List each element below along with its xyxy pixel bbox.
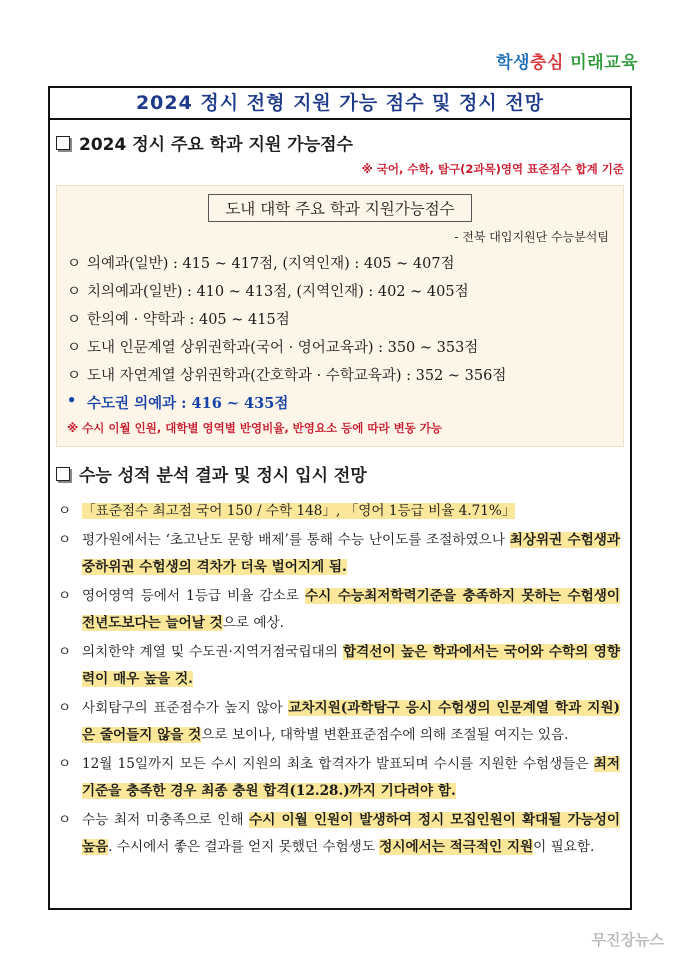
checkbox-square-icon bbox=[56, 467, 70, 481]
item-text-highlight: 정시에서는 적극적인 지원 bbox=[379, 839, 534, 855]
panel-item bbox=[67, 336, 613, 357]
document-frame bbox=[48, 86, 632, 910]
panel-source: - 전북 대입지원단 수능분석팀 bbox=[454, 230, 609, 244]
panel-item bbox=[67, 252, 613, 273]
section-2-heading bbox=[56, 461, 630, 486]
circle-bullet-icon: ㅇ bbox=[67, 340, 82, 356]
score-panel bbox=[56, 185, 624, 447]
circle-bullet-icon: ㅇ bbox=[67, 368, 82, 384]
item-text: 수능 최저 미충족으로 인해 bbox=[82, 812, 250, 828]
item-text: 으로 보이나, 대학별 변환표준점수에 의해 조절될 여지는 있음. bbox=[201, 727, 569, 743]
dot-bullet-icon: • bbox=[67, 392, 77, 409]
circle-bullet-icon: ㅇ bbox=[58, 812, 72, 828]
item-text-highlight: 수시 수능최저학력기준을 충족하지 못하는 수험생이 전년도보다는 늘어날 것 bbox=[82, 588, 620, 631]
panel-item-text: 의예과(일반) : 415 ~ 417점, (지역인재) : 405 ~ 407점 bbox=[87, 256, 455, 272]
item-text: 의치한약 계열 및 수도권·지역거점국립대의 bbox=[82, 644, 344, 660]
panel-note: ※ 수시 이월 인원, 대학별 영역별 반영비율, 반영요소 등에 따라 변동 가능 bbox=[67, 421, 443, 435]
circle-bullet-icon: ㅇ bbox=[58, 644, 72, 660]
page-title: 2024 정시 전형 지원 가능 점수 및 정시 전망 bbox=[50, 88, 630, 120]
panel-item-text: 수도권 의예과 : 416 ~ 435점 bbox=[87, 395, 289, 412]
item-text-highlight: 「표준점수 최고점 국어 150 / 수학 148」, 「영어 1등급 비율 4.71%」 bbox=[82, 503, 516, 519]
panel-item-highlight bbox=[67, 392, 613, 413]
list-item bbox=[58, 751, 620, 805]
item-text: 으로 예상. bbox=[222, 615, 284, 631]
list-item bbox=[58, 527, 620, 581]
panel-item bbox=[67, 280, 613, 301]
circle-bullet-icon: ㅇ bbox=[67, 284, 82, 300]
logo-part-2: 충심 bbox=[530, 53, 564, 73]
item-text-highlight: 최저기준을 충족한 경우 최종 충원 합격(12.28.)까지 기다려야 함. bbox=[82, 756, 620, 799]
item-text: 영어영역 등에서 1등급 비율 감소로 bbox=[82, 588, 306, 604]
section-1-note: ※ 국어, 수학, 탐구(2과목)영역 표준점수 합계 기준 bbox=[361, 162, 624, 176]
circle-bullet-icon: ㅇ bbox=[58, 532, 72, 548]
panel-item bbox=[67, 308, 613, 329]
panel-item-text: 한의예 · 약학과 : 405 ~ 415점 bbox=[87, 312, 290, 328]
list-item bbox=[58, 695, 620, 749]
panel-item-text: 도내 인문계열 상위권학과(국어 · 영어교육과) : 350 ~ 353점 bbox=[87, 340, 479, 356]
circle-bullet-icon: ㅇ bbox=[58, 756, 72, 772]
circle-bullet-icon: ㅇ bbox=[67, 256, 82, 272]
panel-item-text: 도내 자연계열 상위권학과(간호학과 · 수학교육과) : 352 ~ 356점 bbox=[87, 368, 507, 384]
item-text: 12월 15일까지 모든 수시 지원의 최초 합격자가 발표되며 수시를 지원한 수험생들은 bbox=[82, 756, 594, 772]
circle-bullet-icon: ㅇ bbox=[58, 700, 72, 716]
item-text: 이 필요함. bbox=[533, 839, 595, 855]
section-1-heading bbox=[56, 130, 630, 155]
watermark-logo: 무진장뉴스 bbox=[591, 931, 664, 949]
section-1-heading-text: 2024 정시 주요 학과 지원 가능점수 bbox=[79, 135, 353, 155]
circle-bullet-icon: ㅇ bbox=[58, 588, 72, 604]
circle-bullet-icon: ㅇ bbox=[58, 503, 72, 519]
outlook-list bbox=[58, 498, 620, 861]
panel-title: 도내 대학 주요 학과 지원가능점수 bbox=[208, 194, 471, 222]
panel-item bbox=[67, 364, 613, 385]
list-item bbox=[58, 498, 620, 525]
panel-item-text: 치의예과(일반) : 410 ~ 413점, (지역인재) : 402 ~ 405점 bbox=[87, 284, 469, 300]
brand-logo bbox=[496, 48, 638, 73]
item-text: 평가원에서는 ‘초고난도 문항 배제’를 통해 수능 난이도를 조절하였으나 bbox=[82, 532, 510, 548]
item-text: 사회탐구의 표준점수가 높지 않아 bbox=[82, 700, 289, 716]
item-text-highlight: 최상위권 수험생과 중하위권 수험생의 격차가 더욱 벌어지게 됨. bbox=[82, 532, 620, 575]
item-text: . 수시에서 좋은 결과를 얻지 못했던 수험생도 bbox=[108, 839, 380, 855]
list-item bbox=[58, 583, 620, 637]
item-text-highlight: 교차지원(과학탐구 응시 수험생의 인문계열 학과 지원)은 줄어들지 않을 것 bbox=[82, 700, 620, 743]
logo-part-1: 학생 bbox=[496, 53, 531, 73]
section-2-heading-text: 수능 성적 분석 결과 및 정시 입시 전망 bbox=[79, 466, 367, 486]
logo-part-3: 미래교육 bbox=[563, 53, 638, 73]
item-text-highlight: 합격선이 높은 학과에서는 국어와 수학의 영향력이 매우 높을 것. bbox=[82, 644, 620, 687]
checkbox-square-icon bbox=[56, 136, 70, 150]
item-text-highlight: 수시 이월 인원이 발생하여 정시 모집인원이 확대될 가능성이 높음 bbox=[82, 812, 621, 855]
circle-bullet-icon: ㅇ bbox=[67, 312, 82, 328]
list-item bbox=[58, 639, 620, 693]
list-item bbox=[58, 807, 620, 861]
